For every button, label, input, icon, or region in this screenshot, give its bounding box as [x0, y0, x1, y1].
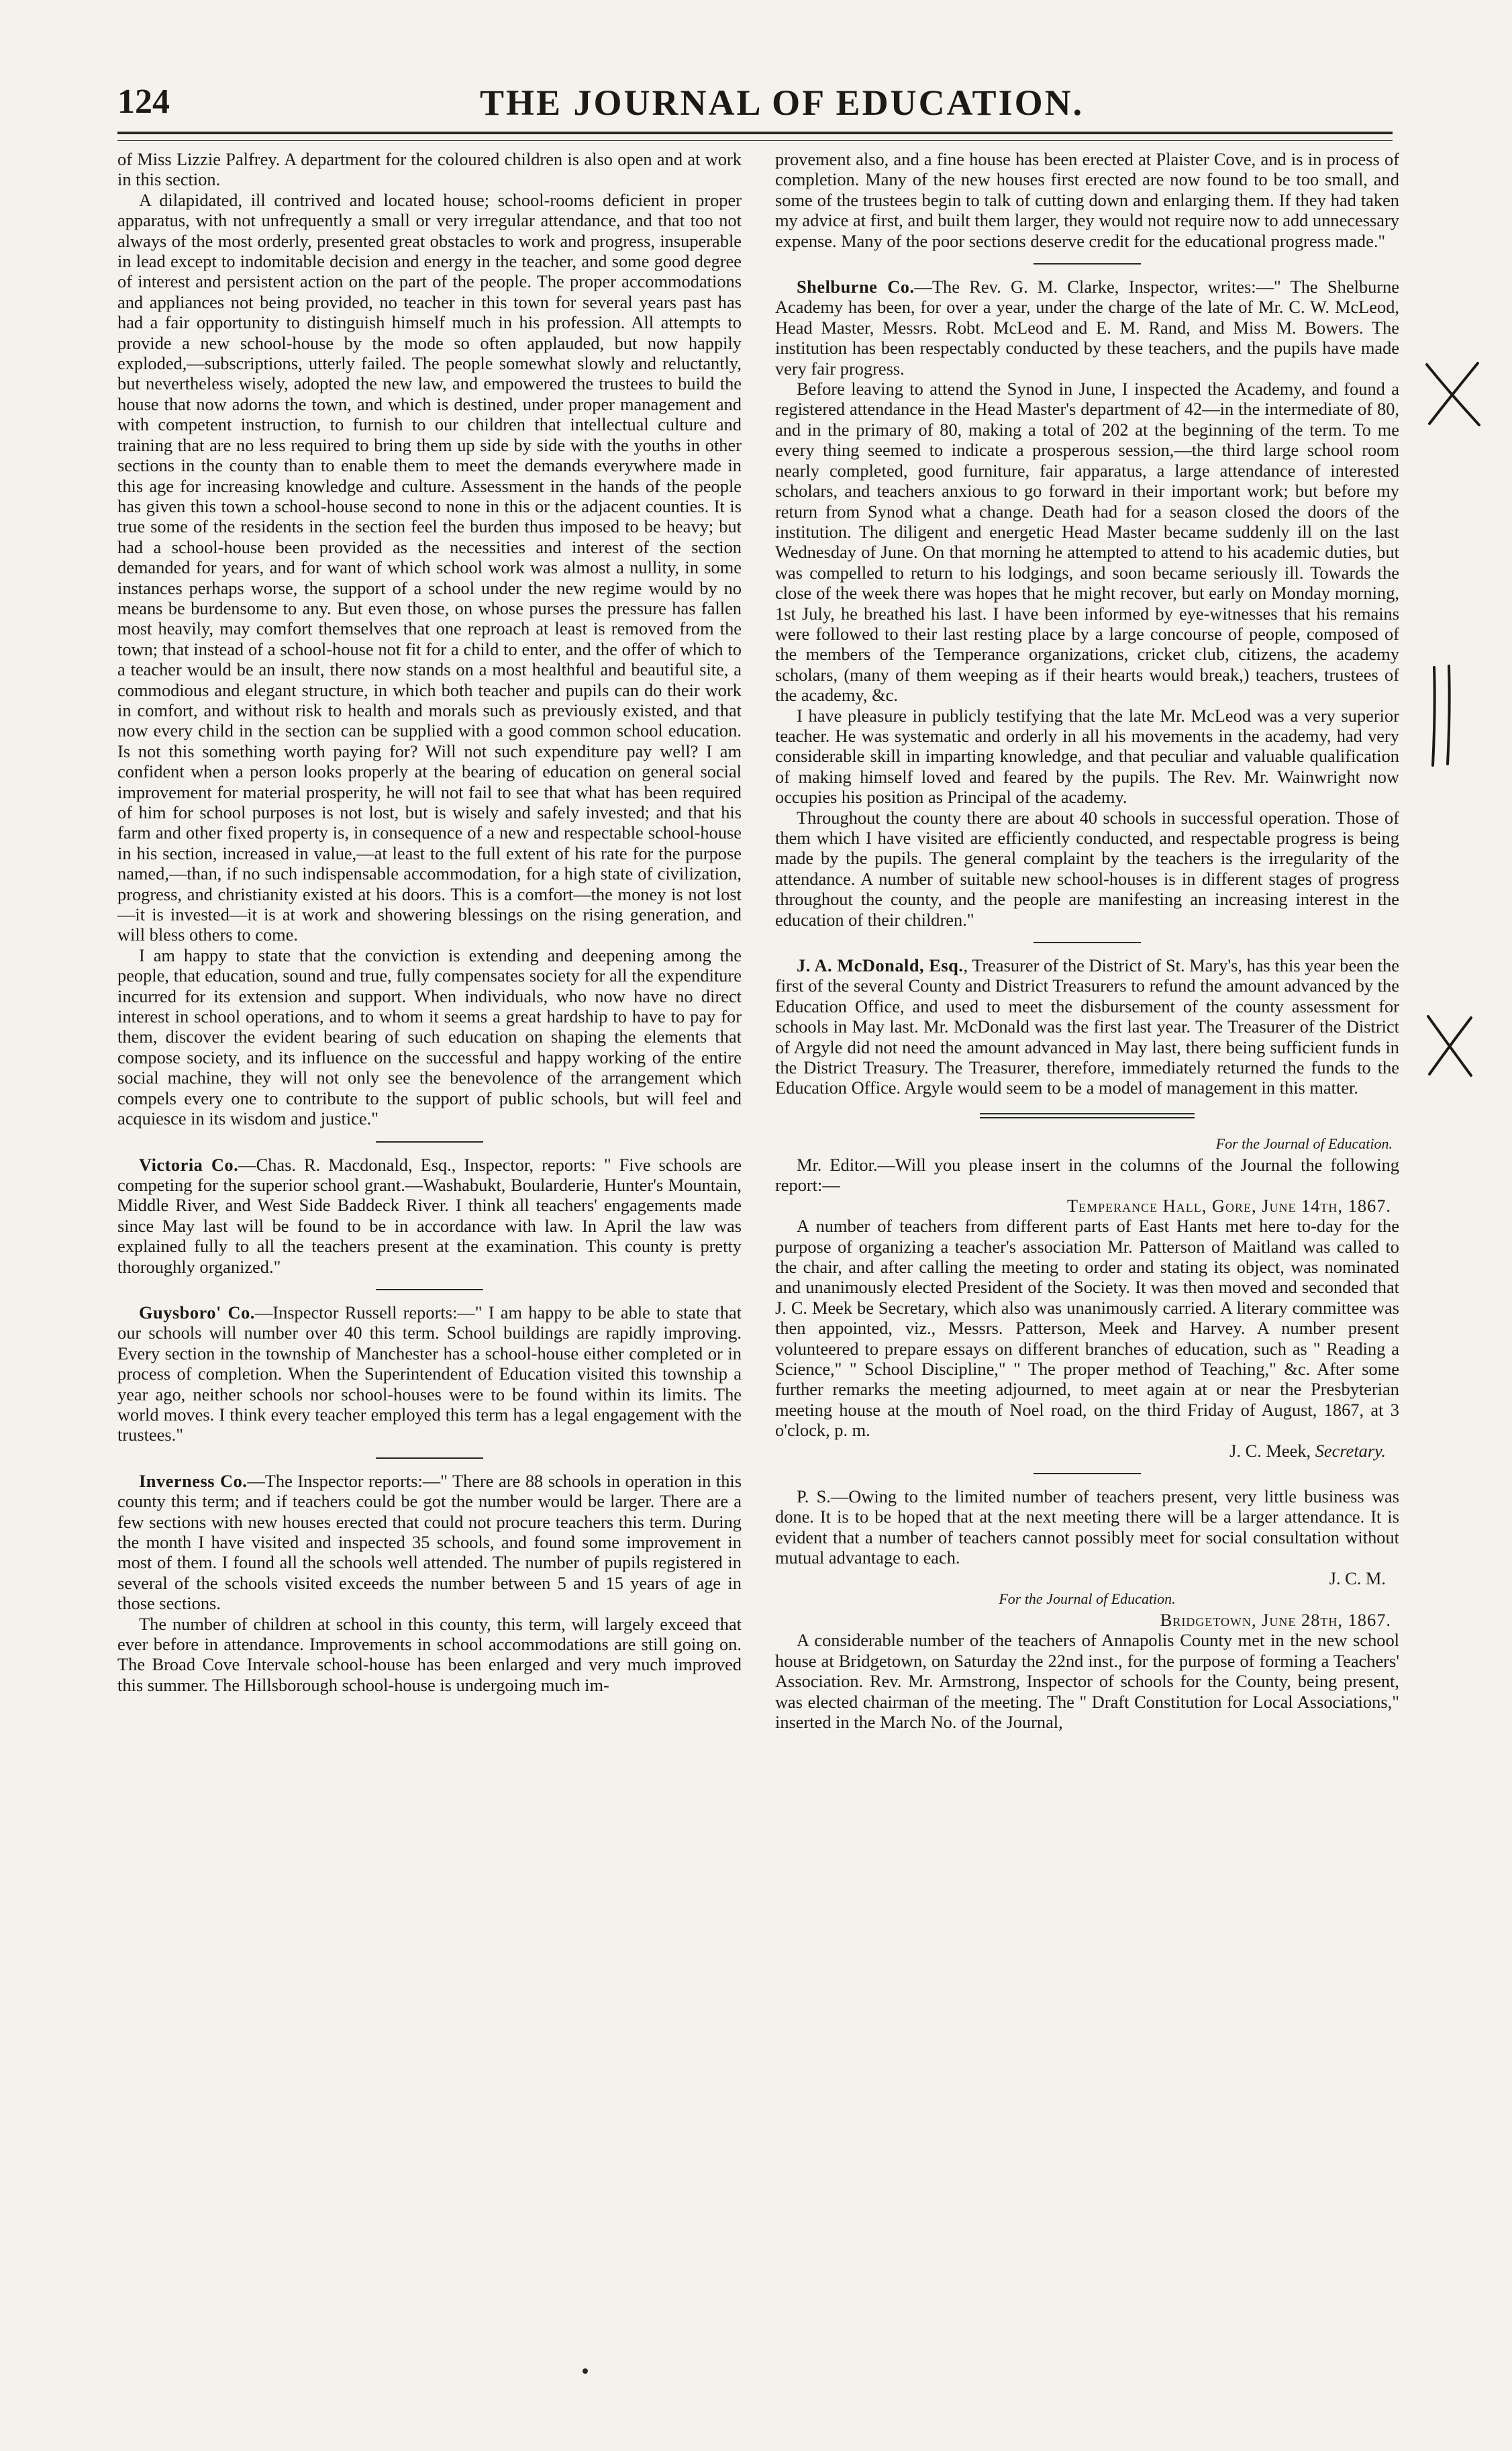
- section-divider: [1034, 942, 1141, 943]
- section-divider: [376, 1457, 483, 1459]
- postscript: P. S.—Owing to the limited number of teachers present, very little business was done. It is to be hoped that at the next meeting there will be a larger attendance. It is evident that a number of teachers cannot possibly meet for social consultation without mutual advantage to each.: [775, 1486, 1399, 1568]
- right-paragraph: Throughout the county there are about 40 schools in successful operation. Those of them which I have visited are efficiently conducted, and respectable progress is being made by the pupils. The general complaint by the teachers is the irregularity of the attendance. A number of suitable new school-houses is in different stages of progress throughout the county, and the people are manifesting an increasing interest in the education of their children.": [775, 807, 1399, 930]
- mcdonald-lead: J. A. McDonald, Esq.: [797, 955, 964, 976]
- signature: [775, 1441, 1399, 1461]
- victoria-lead: Victoria Co.: [139, 1154, 239, 1175]
- left-paragraph: I am happy to state that the conviction is extending and deepening among the people, that education, sound and true, fully compensates society for all the expenditure incurred for its extension and support. When individuals, who now have no direct interest in school operations, and to whom it seems a great hardship to have to pay for them, discover the evident bearing of such education on shaping the elements that compose society, and its influence on the successful and happy working of the entire social machine, they will not only see the benevolence of the arrangement which compels every one to contribute to the support of public schools, but will feel and acquiesce in its wisdom and justice.": [117, 945, 742, 1129]
- header-rule: [117, 140, 1393, 141]
- for-journal-credit: For the Journal of Education.: [1215, 1135, 1393, 1152]
- footer-mark: [583, 2368, 588, 2374]
- right-paragraph: A number of teachers from different parts of East Hants met here to-day for the purpose of organizing a teacher's association Mr. Patterson of Maitland was called to the chair, and after calling the meeting to order and stating its object, was nominated and unanimously elected President of the Society. It was then moved and seconded that J. C. Meek be Secretary, which also was unanimously carried. A literary committee was then appointed, viz., Messrs. Patterson, Meek and Harvey. A number present volunteered to prepare essays on different branches of education, such as " Reading a Science," " School Discipline," " The proper method of Teaching," &c. After some further remarks the meeting adjourned, to meet again at or near the Presbyterian meeting house at the mouth of Noel road, on the third Friday of August, 1867, at 3 o'clock, p. m.: [775, 1216, 1399, 1441]
- double-divider: [980, 1113, 1195, 1118]
- dateline: Temperance Hall, Gore, June 14th, 1867.: [1066, 1195, 1391, 1216]
- victoria-report: [117, 1155, 742, 1277]
- x-mark-icon: [1423, 359, 1483, 430]
- shelburne-lead: Shelburne Co.: [797, 277, 915, 297]
- right-paragraph: Before leaving to attend the Synod in June, I inspected the Academy, and found a registered attendance in the Head Master's department of 42—in the intermediate of 80, and in the primary of 80, making a total of 202 at the beginning of the term. To me every thing seemed to indicate a prosperous session,—the third large school room nearly completed, good furniture, fair apparatus, a large attendance of interested scholars, and teachers anxious to go forward in their important work; but before my return from Synod what a change. Death had for a season closed the doors of the institution. The diligent and energetic Head Master became suddenly ill on the last Wednesday of June. On that morning he attempted to attend to his academic duties, but was compelled to return to his lodgings, and soon became seriously ill. Towards the close of the week there was hopes that he might recover, but early on Monday morning, 1st July, he breathed his last. I have been informed by eye-witnesses that his remains were followed to their last resting place by a large concourse of people, composed of the members of the Temperance organizations, cricket club, citizens, the academy scholars, (many of them weeping as if their hearts would break,) teachers, trustees of the academy, &c.: [775, 379, 1399, 706]
- section-divider: [1034, 1473, 1141, 1474]
- victoria-text: —Chas. R. Macdonald, Esq., Inspector, reports: " Five schools are competing for the superior school grant.—Washabukt, Boularderie, Hunter's Mountain, Middle River, and West Side Baddeck River. I think all teachers' engagements made since May last will be found to be in accordance with law. In April the law was explained fully to all the teachers present at the examination. This county is pretty thoroughly organized.": [117, 1154, 742, 1277]
- guysboro-report: [117, 1302, 742, 1445]
- for-journal-credit: For the Journal of Education.: [999, 1590, 1176, 1607]
- shelburne-report: [775, 277, 1399, 379]
- section-divider: [376, 1141, 483, 1143]
- right-paragraph: I have pleasure in publicly testifying that the late Mr. McLeod was a very superior teacher. He was systematic and orderly in all his movements in the academy, had very considerable skill in imparting knowledge, and that peculiar and valuable qualification of making himself loved and feared by the pupils. The Rev. Mr. Wainwright now occupies his position as Principal of the academy.: [775, 705, 1399, 808]
- left-column: [117, 149, 742, 2418]
- inverness-lead: Inverness Co.: [139, 1470, 248, 1491]
- shelburne-text: —The Rev. G. M. Clarke, Inspector, writes:—" The Shelburne Academy has been, for over a year, under the charge of the late of Mr. C. W. McLeod, Head Master, Messrs. Robt. McLeod and E. M. Rand, and Miss M. Bowers. The institution has been respectably conducted by these teachers, and the pupils have made very fair progress.: [775, 277, 1399, 379]
- right-paragraph: A considerable number of the teachers of Annapolis County met in the new school house at Bridgetown, on Saturday the 22nd inst., for the purpose of forming a Teachers' Association. Rev. Mr. Armstrong, Inspector of schools for the County, being present, was elected chairman of the meeting. The " Draft Constitution for Local Associations," inserted in the March No. of the Journal,: [775, 1630, 1399, 1733]
- section-divider: [1034, 263, 1141, 265]
- signature-name: J. C. Meek,: [1229, 1440, 1315, 1461]
- right-column: [775, 149, 1399, 2418]
- editor-intro: Mr. Editor.—Will you please insert in the columns of the Journal the following report:—: [775, 1154, 1399, 1196]
- mcdonald-notice: [775, 955, 1399, 1098]
- postscript-initials: J. C. M.: [1329, 1568, 1386, 1588]
- mcdonald-text: , Treasurer of the District of St. Mary's, has this year been the first of the several County and District Treasurers to refund the amount advanced by the Education Office, and used to meet the disbursement of the county assessment for schools in May last. Mr. McDonald was the first last year. The Treasurer of the District of Argyle did not need the amount advanced in May last, there being sufficient funds in the District Treasury. The Treasurer, therefore, immediately returned the funds to the Education Office. Argyle would seem to be a model of management in this matter.: [775, 955, 1399, 1098]
- guysboro-lead: Guysboro' Co.: [139, 1302, 255, 1323]
- right-paragraph: provement also, and a fine house has been erected at Plaister Cove, and is in process of completion. Many of the new houses first erected are now found to be too small, and some of the trustees begin to talk of cutting down and enlarging them. If they had taken my advice at first, and built them larger, they would not require now to add unnecessary expense. Many of the poor sections deserve credit for the educational progress made.": [775, 149, 1399, 251]
- left-paragraph: of Miss Lizzie Palfrey. A department for the coloured children is also open and at work in this section.: [117, 149, 742, 190]
- left-paragraph: A dilapidated, ill contrived and located house; school-rooms deficient in proper apparatus, with not unfrequently a small or very irregular attendance, and that too not always of the most orderly, presented great obstacles to work and progress, insuperable in lead except to indomitable decision and energy in the teacher, and some good degree of interest and persistent action on the part of the people. The proper accommodations and appliances not being provided, no teacher in this town for several years past has had a fair opportunity to distinguish himself much in his profession. All attempts to provide a new school-house by the mode so often applauded, but now happily exploded,—subscriptions, utterly failed. The people somewhat slowly and reluctantly, but nevertheless wisely, adopted the new law, and empowered the trustees to build the house that now adorns the town, and which is destined, under proper management and with competent instruction, to furnish to our children that intellectual culture and training that are no less required to bring them up side by side with the youths in other sections in the county than to enable them to meet the demands everywhere made in this age for increasing knowledge and culture. Assessment in the hands of the people has given this town a school-house second to none in this or the adjacent counties. It is true some of the residents in the section feel the burden thus imposed to be heavy; but had a school-house been provided as the necessities and interest of the section demanded for years, and for want of which school work was almost a nullity, in some instances perhaps worse, the support of a school under the new regime would by no means be burdensome to any. But even those, on whose purses the pressure has fallen most heavily, may comfort themselves that one reproach at least is removed from the town; that instead of a school-house not fit for a child to enter, and the offer of which to a teacher would be an insult, there now stands on a most healthful and beautiful site, a commodious and elegant structure, in which both teacher and pupils can do their work in comfort, and without risk to health and morals such as previously existed, and that now every child in the section can be supplied with a good common school education. Is not this something worth paying for? Will not such expenditure pay well? I am confident when a person looks properly at the bearing of education on general social improvement for material prosperity, he will not fail to see that what has been required of him for school purposes is not lost, but is wisely and safely invested; and that his farm and other fixed property is, in consequence of a new and respectable school-house in his section, increased in value,—at least to the full extent of his rate for the purpose named,—than, if no such indispensable accommodation, for a high state of civilization, progress, and christianity existed at his doors. This is a comfort—the money is not lost—it is invested—it is at work and showering blessings on the rising generation, and will bless others to come.: [117, 189, 742, 945]
- signature-role: Secretary.: [1315, 1440, 1386, 1461]
- inverness-text: —The Inspector reports:—" There are 88 schools in operation in this county this term; and if teachers could be got the number would be larger. There are a few sections with new houses erected that could not procure teachers this term. During the month I have visited and inspected 35 schools, and found some improvement in most of them. I found all the schools well attended. The number of pupils registered in several of the schools visited exceeds the number between 5 and 15 years of age in those sections.: [117, 1470, 742, 1614]
- inverness-report: [117, 1471, 742, 1614]
- guysboro-text: —Inspector Russell reports:—" I am happy to be able to state that our schools will number over 40 this term. School buildings are rapidly improving. Every section in the township of Manchester has a school-house either completed or in process of completion. When the Superintendent of Education visited this township a year ago, neither schools nor school-houses were to be found within its limits. The world moves. I think every teacher employed this term has a legal engagement with the trustees.": [117, 1302, 742, 1445]
- dateline: Bridgetown, June 28th, 1867.: [1160, 1610, 1391, 1630]
- page-header: [117, 79, 1393, 134]
- page-number: 124: [117, 83, 170, 121]
- margin-lines-icon: [1426, 665, 1460, 772]
- left-paragraph: The number of children at school in this county, this term, will largely exceed that ever before in attendance. Improvements in school accommodations are still going on. The Broad Cove Intervale school-house has been enlarged and very much improved this summer. The Hillsborough school-house is undergoing much im-: [117, 1613, 742, 1695]
- x-mark-icon: [1423, 1012, 1476, 1079]
- section-divider: [376, 1289, 483, 1290]
- journal-title: THE JOURNAL OF EDUCATION.: [480, 83, 1085, 123]
